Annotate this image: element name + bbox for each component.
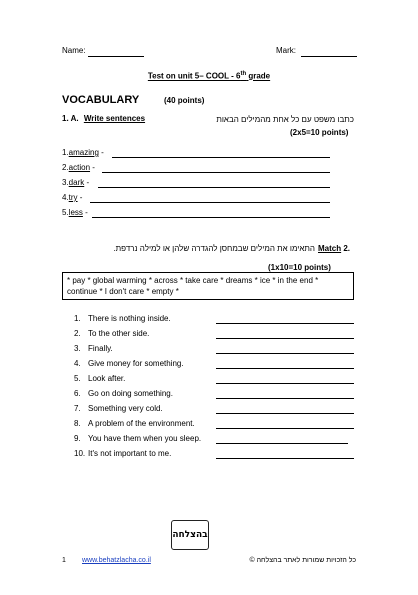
match-answer-line-8[interactable] [216,428,354,429]
sentence-item-3: 3.dark - [62,178,90,187]
match-item-5: 5. Look after. [74,374,126,383]
behatzlacha-logo: בהצלחה [171,520,209,550]
sentence-word: action [68,163,91,172]
match-answer-line-9[interactable] [216,443,348,444]
section1-points: (2x5=10 points) [290,128,349,137]
test-title: Test on unit 5– COOL - 6th grade [147,71,271,81]
sentence-word: dark [68,178,85,187]
match-answer-line-6[interactable] [216,398,354,399]
page-number: 1 [62,557,66,564]
name-label: Name: [62,46,86,55]
copyright-notice: כל הזכויות שמורות לאתר בהצלחה © [249,557,356,564]
match-item-6: 6. Go on doing something. [74,389,173,398]
name-field[interactable] [88,56,144,57]
section2-title: Match [318,244,342,253]
vocabulary-heading: VOCABULARY [62,94,140,106]
match-item-10: 10. It's not important to me. [74,449,172,458]
section1-number: 1. A. [62,114,79,123]
match-item-3: 3. Finally. [74,344,113,353]
sentence-word: amazing [68,148,99,157]
match-answer-line-4[interactable] [216,368,354,369]
word-bank [62,272,354,300]
match-answer-line-1[interactable] [216,323,354,324]
section2-points: (1x10=10 points) [268,263,331,272]
match-item-7: 7. Something very cold. [74,404,163,413]
sentence-answer-line-5[interactable] [92,217,330,218]
match-item-4: 4. Give money for something. [74,359,184,368]
section1-instruction-hebrew: כתבו משפט עם כל אחת מהמילים הבאות [216,115,354,124]
word-bank-line-2: continue * I don't care * empty * [67,287,179,296]
site-link[interactable]: www.behatzlacha.co.il [82,557,151,564]
match-answer-line-7[interactable] [216,413,354,414]
section1-heading [62,114,145,123]
section2-heading [318,244,350,253]
mark-field[interactable] [301,56,357,57]
match-answer-line-3[interactable] [216,353,354,354]
word-bank-line-1: * pay * global warming * across * take care * dreams * ice * in the end * [67,276,319,285]
sentence-item-1: 1.amazing - [62,148,104,157]
vocabulary-points: (40 points) [164,96,205,105]
sentence-answer-line-3[interactable] [98,187,330,188]
sentence-answer-line-4[interactable] [90,202,330,203]
sentence-item-2: 2.action - [62,163,95,172]
section1-title: Write sentences [83,114,146,123]
sentence-word: try [68,193,78,202]
sentence-word: less [68,208,83,217]
sentence-answer-line-2[interactable] [102,172,330,173]
section2-number: 2. [343,244,351,253]
match-answer-line-2[interactable] [216,338,354,339]
sentence-item-4: 4.try - [62,193,83,202]
match-item-1: 1. There is nothing inside. [74,314,171,323]
match-answer-line-10[interactable] [216,458,354,459]
match-item-8: 8. A problem of the environment. [74,419,195,428]
sentence-item-5: 5.less - [62,208,88,217]
mark-label: Mark: [276,46,296,55]
sentence-answer-line-1[interactable] [112,157,330,158]
section2-instruction-hebrew: התאימו את המילים שבמחסן להגדרה שלהן או למילה נרדפת. [113,244,315,253]
match-item-2: 2. To the other side. [74,329,150,338]
match-item-9: 9. You have them when you sleep. [74,434,202,443]
match-answer-line-5[interactable] [216,383,354,384]
